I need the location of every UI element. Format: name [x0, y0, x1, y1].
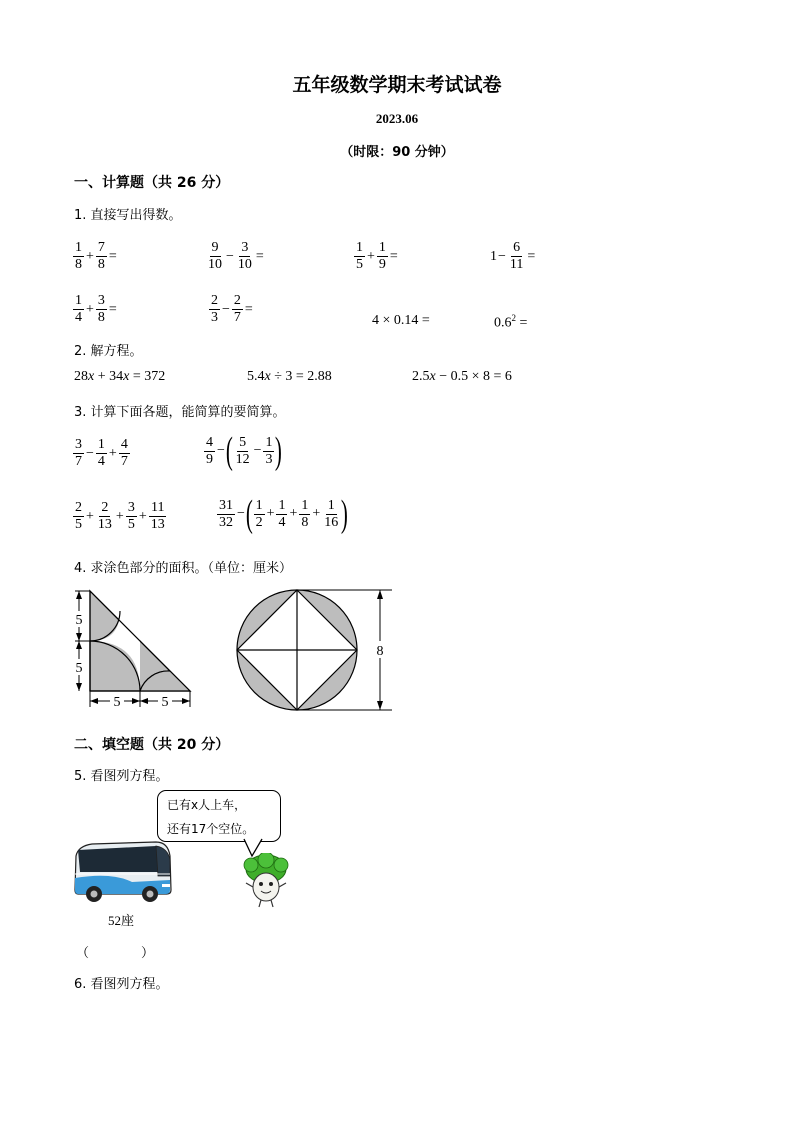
question-1-prompt: 1. 直接写出得数。: [74, 208, 182, 223]
q3-expression-3: $\frac{2}{5}$ + $\frac{2}{13}$ + $\frac{3}{5}$ + $\frac{11}{13}$: [75, 500, 165, 532]
question-3-prompt: 3. 计算下面各题，能简算的要简算。: [74, 405, 286, 420]
fig1-label-bottom-right: 5: [161, 695, 169, 710]
q1-item-8: $0.6^2$ =: [494, 313, 528, 331]
q1-item-5: $\frac{1}{4}$ + $\frac{3}{8}$ =: [75, 293, 117, 325]
equation-1: 28x + 34x = 372: [74, 369, 166, 384]
broccoli-character-icon: [241, 853, 291, 909]
fig1-label-left-bottom: 5: [75, 661, 83, 676]
question-2-prompt: 2. 解方程。: [74, 344, 143, 359]
bus-seat-label: 52座: [108, 913, 135, 928]
q3-expression-2: $\frac{4}{9}$ − ( $\frac{5}{12}$ − $\frac{1}{3}$ ): [206, 430, 283, 472]
section-heading-calc: 一、计算题（共 26 分）: [74, 175, 230, 191]
bus-icon: [72, 838, 174, 904]
fig1-label-left-top: 5: [75, 613, 83, 628]
figure-triangle-shaded: [70, 585, 200, 710]
q1-item-1: $\frac{1}{8}$ + $\frac{7}{8}$ =: [75, 240, 117, 272]
q3-expression-4: $\frac{31}{32}$ − ( $\frac{1}{2}$ + $\frac{1}{4}$ + $\frac{1}{8}$ + $\frac{1}{16}$ ): [219, 493, 349, 535]
equation-3: 2.5x − 0.5 × 8 = 6: [412, 369, 512, 384]
q1-item-2: $\frac{9}{10}$ − $\frac{3}{10}$ =: [208, 240, 264, 272]
exam-date: 2023.06: [375, 111, 419, 126]
fig1-label-bottom-left: 5: [113, 695, 121, 710]
question-4-prompt: 4. 求涂色部分的面积。（单位：厘米）: [74, 561, 293, 576]
time-limit: （时限：90 分钟）: [340, 145, 454, 160]
figure-circle-square: [232, 585, 397, 715]
q1-item-6: $\frac{2}{3}$ − $\frac{2}{7}$ =: [211, 293, 253, 325]
answer-blank[interactable]: （ ）: [76, 946, 155, 961]
question-6-prompt: 6. 看图列方程。: [74, 977, 169, 992]
q1-item-4: 1 − $\frac{6}{11}$ =: [490, 240, 536, 272]
q1-item-7: 4 × 0.14 =: [372, 313, 430, 328]
bubble-line-1: 已有x人上车，: [167, 798, 247, 812]
equation-2: 5.4x ÷ 3 = 2.88: [247, 369, 332, 384]
q3-expression-1: $\frac{3}{7}$ − $\frac{1}{4}$ + $\frac{4}{7}$: [75, 437, 128, 469]
page-title: 五年级数学期末考试试卷: [292, 74, 502, 96]
question-5-prompt: 5. 看图列方程。: [74, 769, 169, 784]
section-heading-fill: 二、填空题（共 20 分）: [74, 737, 230, 753]
q1-item-3: $\frac{1}{5}$ + $\frac{1}{9}$ =: [356, 240, 398, 272]
bubble-line-2: 还有17个空位。: [167, 822, 255, 836]
fig2-label-diameter: 8: [376, 644, 384, 659]
